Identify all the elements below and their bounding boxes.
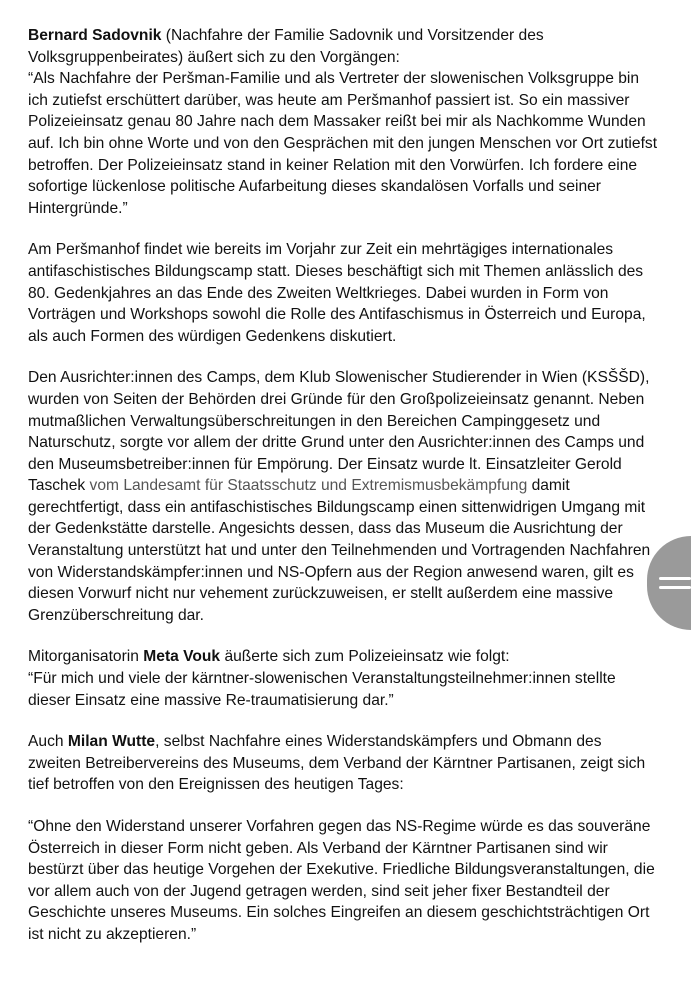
gruende-text-after-link: damit gerechtfertigt, dass ein antifaschistisches Bildungscamp einen sittenwidrigen Umgang mit der Gedenkstätte darstelle. Angesichts dessen, dass das Museum die Ausrichtung der Veranstaltung unterstützt hat und unter den Teilnehmenden und Vortragenden Nachfahren von Widerstandskämpfer:innen und NS-Opfern aus der Region anwesend waren, gilt es diesen Vorwurf nicht nur vehement zurückzuweisen, er stellt außerdem eine massive Grenzüberschreitung dar. — [28, 477, 651, 624]
menu-bar-bottom — [659, 586, 691, 589]
paragraph-polizeieinsatz-gruende — [28, 367, 658, 626]
paragraph-vouk-statement — [28, 646, 658, 711]
gruende-text-before-link: Den Ausrichter:innen des Camps, dem Klub Slowenischer Studierender in Wien (KSŠŠD), wurden von Seiten der Behörden drei Gründe für den Großpolizeieinsatz genannt. Neben mutmaßlichen Verwaltungsüberschreitungen in den Bereichen Campinggesetz und Naturschutz, sorgte vor allem der dritte Grund unter den Ausrichter:innen des Camps und den Museumsbetreiber:innen für Empörung. Der Einsatz wurde lt. Einsatzleiter Gerold Taschek — [28, 369, 650, 495]
wutte-description: , selbst Nachfahre eines Widerstandskämpfers und Obmann des zweiten Betreibervereins des Museums, dem Verband der Kärntner Partisanen, zeigt sich tief betroffen von den Ereignissen des heutigen Tages: — [28, 733, 646, 794]
paragraph-sadovnik-statement — [28, 25, 658, 219]
speaker-name-sadovnik: Bernard Sadovnik — [28, 27, 162, 44]
menu-bar-top — [659, 577, 691, 580]
sadovnik-intro: (Nachfahre der Familie Sadovnik und Vorsitzender des Volksgruppenbeirates) äußert sich zu den Vorgängen: — [28, 27, 544, 66]
wutte-prefix: Auch — [28, 733, 68, 751]
speaker-name-wutte: Milan Wutte — [67, 733, 156, 751]
paragraph-bildungscamp: Am Peršmanhof findet wie bereits im Vorjahr zur Zeit ein mehrtägiges internationales antifaschistisches Bildungscamp statt. Dieses beschäftigt sich mit Themen anlässlich des 80. Gedenkjahres an das Ende des Zweiten Weltkrieges. Dabei wurden in Form von Vorträgen und Workshops sowohl die Rolle des Antifaschismus in Österreich und Europa, als auch Formen des würdigen Gedenkens diskutiert. — [28, 241, 646, 345]
vouk-quote: “Für mich und viele der kärntner-slowenischen Veranstaltungsteilnehmer:innen stellte dieser Einsatz eine massive Re-traumatisierung dar.” — [28, 670, 616, 709]
paragraph-wutte-intro — [28, 731, 658, 796]
vouk-prefix: Mitorganisatorin — [28, 648, 144, 666]
staatsschutz-link[interactable]: vom Landesamt für Staatsschutz und Extremismusbekämpfung — [89, 477, 528, 495]
sadovnik-quote: “Als Nachfahre der Peršman-Familie und als Vertreter der slowenischen Volksgruppe bin ich zutiefst erschüttert darüber, was heute am Peršmanhof passiert ist. So ein massiver Polizeieinsatz genau 80 Jahre nach dem Massaker reißt bei mir als Nachkomme Wunden auf. Ich bin ohne Worte und von den Gesprächen mit den jungen Menschen vor Ort zutiefst betroffen. Der Polizeieinsatz stand in keiner Relation mit den Vorwürfen. Ich fordere eine sofortige lückenlose politische Aufarbeitung dieses skandalösen Vorfalls und seiner Hintergründe.” — [28, 70, 658, 217]
vouk-intro: äußerte sich zum Polizeieinsatz wie folgt: — [220, 648, 510, 666]
paragraph-wutte-quote: “Ohne den Widerstand unserer Vorfahren gegen das NS-Regime würde es das souveräne Österreich in dieser Form nicht geben. Als Verband der Kärntner Partisanen sind wir bestürzt über das heutige Vorgehen der Exekutive. Friedliche Bildungsveranstaltungen, die vor allem auch von der Jugend getragen werden, sind seit jeher fixer Bestandteil der Geschichte unseres Museums. Ein solches Eingreifen an diesem geschichtsträchtigen Ort ist nicht zu akzeptieren.” — [28, 818, 655, 943]
speaker-name-vouk: Meta Vouk — [143, 648, 221, 666]
document-body — [28, 25, 658, 946]
